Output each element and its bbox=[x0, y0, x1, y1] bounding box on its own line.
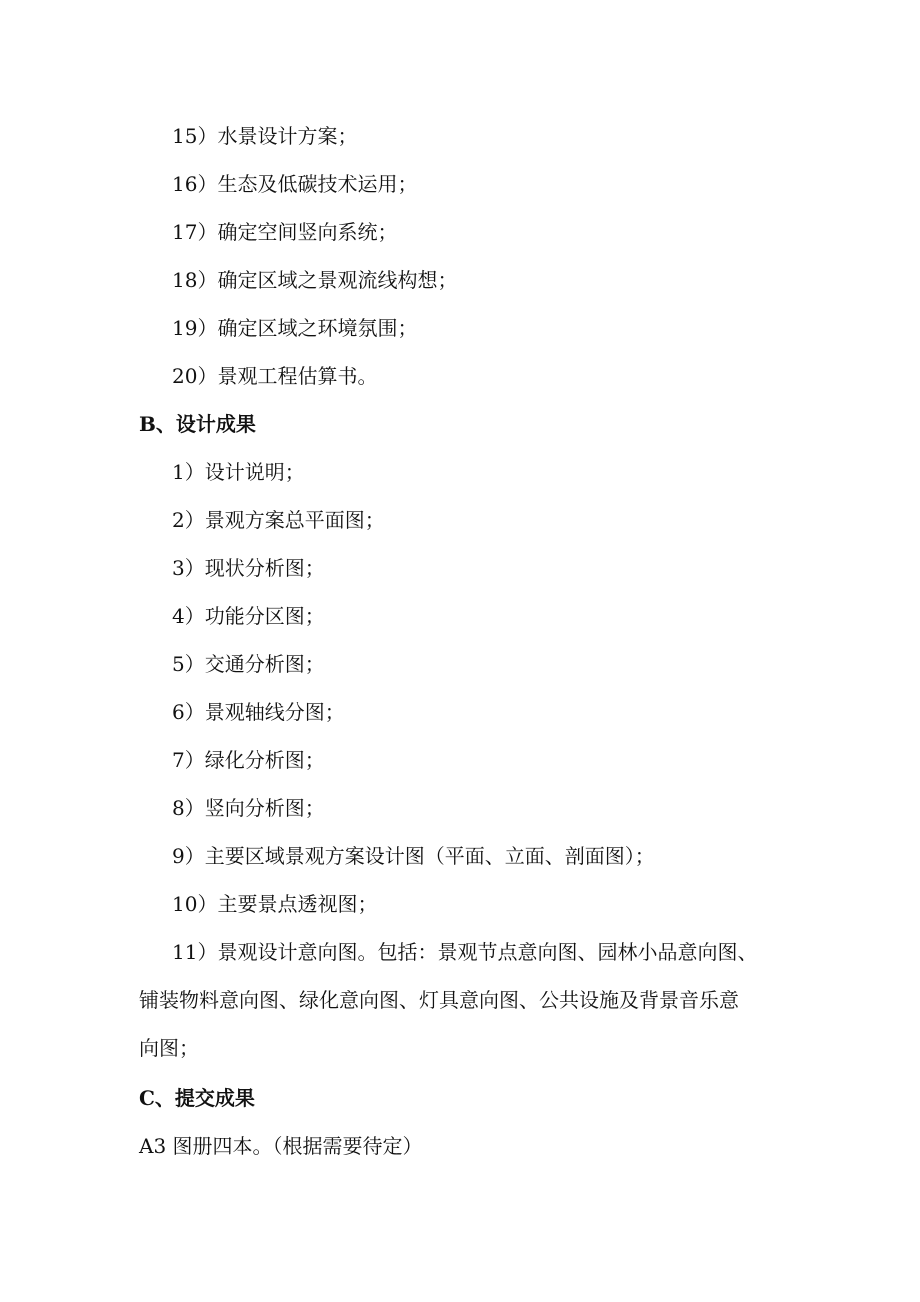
list-item: 1）设计说明； bbox=[172, 460, 305, 484]
list-item: 4）功能分区图； bbox=[172, 604, 325, 628]
list-item: 19）确定区域之环境氛围； bbox=[172, 316, 418, 340]
section-heading-c: C、提交成果 bbox=[139, 1086, 255, 1110]
list-item: 17）确定空间竖向系统； bbox=[172, 220, 398, 244]
list-item-11-line-3: 向图； bbox=[139, 1036, 199, 1060]
list-item: 3）现状分析图； bbox=[172, 556, 325, 580]
list-item: 18）确定区域之景观流线构想； bbox=[172, 268, 458, 292]
list-item: 2）景观方案总平面图； bbox=[172, 508, 385, 532]
list-item: 10）主要景点透视图； bbox=[172, 892, 378, 916]
list-item: 5）交通分析图； bbox=[172, 652, 325, 676]
list-item: 8）竖向分析图； bbox=[172, 796, 325, 820]
list-item-11-line-2: 铺装物料意向图、绿化意向图、灯具意向图、公共设施及背景音乐意 bbox=[139, 988, 739, 1012]
section-heading-b: B、设计成果 bbox=[139, 412, 256, 436]
list-item: 15）水景设计方案； bbox=[172, 124, 358, 148]
list-item: 7）绿化分析图； bbox=[172, 748, 325, 772]
list-item-11-line-1: 11）景观设计意向图。包括：景观节点意向图、园林小品意向图、 bbox=[172, 940, 758, 964]
list-item: 16）生态及低碳技术运用； bbox=[172, 172, 418, 196]
list-item: 9）主要区域景观方案设计图（平面、立面、剖面图）； bbox=[172, 844, 655, 868]
submission-text: A3 图册四本。（根据需要待定） bbox=[139, 1134, 423, 1158]
list-item: 20）景观工程估算书。 bbox=[172, 364, 378, 388]
list-item: 6）景观轴线分图； bbox=[172, 700, 345, 724]
